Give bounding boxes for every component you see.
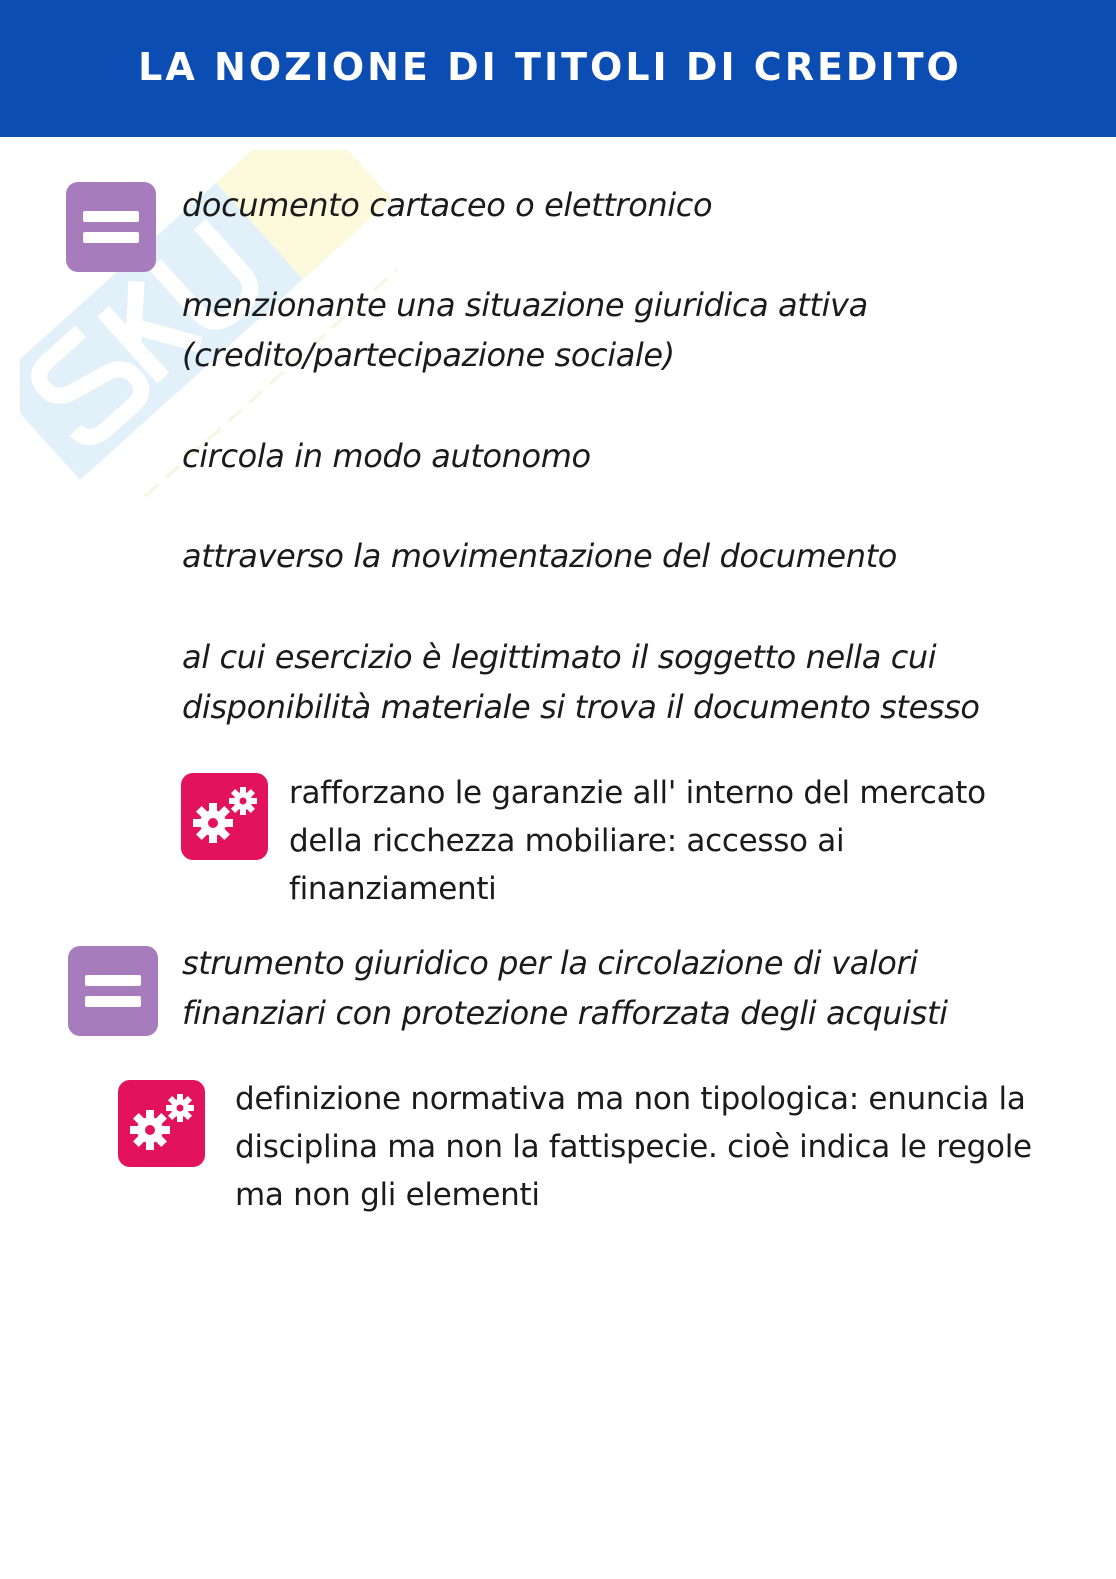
- definition-line: menzionante una situazione giuridica attiva: [182, 286, 868, 324]
- gears-icon: [181, 773, 268, 860]
- page-title: LA NOZIONE DI TITOLI DI CREDITO: [138, 45, 962, 89]
- definition-line: (credito/partecipazione sociale): [182, 336, 675, 374]
- gears-icon: [118, 1080, 205, 1167]
- definition-line: attraverso la movimentazione del documento: [182, 537, 897, 575]
- definition-line: documento cartaceo o elettronico: [182, 186, 713, 224]
- definition-line: al cui esercizio è legittimato il soggetto nella cui: [182, 638, 937, 676]
- note-text: definizione normativa ma non tipologica: enuncia la disciplina ma non la fattispecie. cioè indica le regole ma non gli elementi: [235, 1081, 1032, 1213]
- definition-line: circola in modo autonomo: [182, 437, 591, 475]
- definition-line: disponibilità materiale si trova il documento stesso: [182, 688, 980, 726]
- definition-line: finanziari con protezione rafforzata degli acquisti: [182, 994, 948, 1032]
- equals-icon: [66, 182, 156, 272]
- definition-line: strumento giuridico per la circolazione di valori: [182, 944, 918, 982]
- header-bar: [0, 0, 1116, 137]
- note-text: rafforzano le garanzie all' interno del mercato della ricchezza mobiliare: accesso ai finanziamenti: [289, 775, 986, 907]
- equals-icon: [68, 946, 158, 1036]
